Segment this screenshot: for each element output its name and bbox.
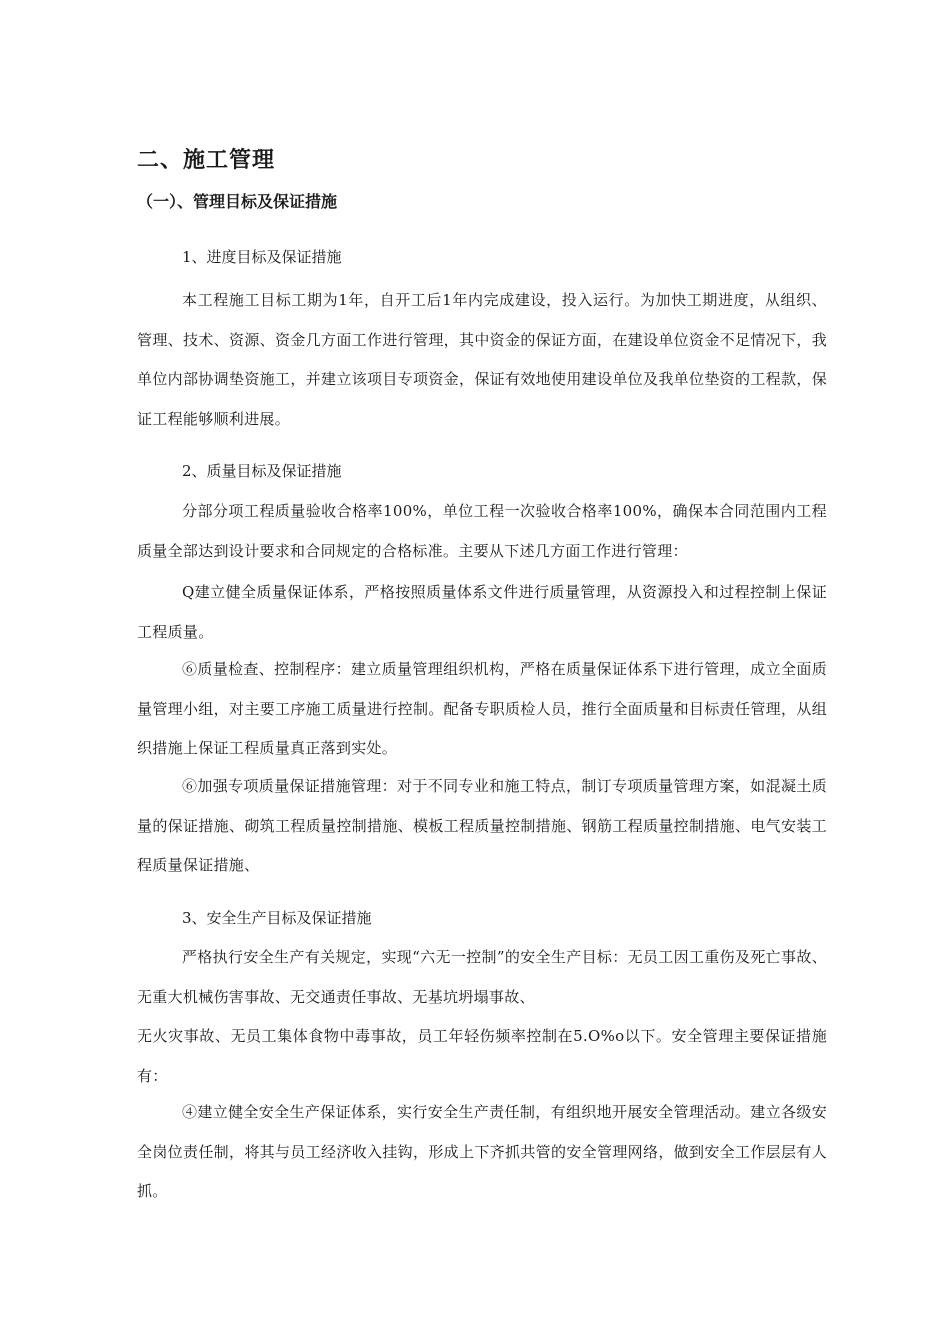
paragraph: ④建立健全安全生产保证体系，实行安全生产责任制，有组织地开展安全管理活动。建立各级安全岗位责任制，将其与员工经济收入挂钩，形成上下齐抓共管的安全管理网络，做到安全工作层层有人抓。 (137, 1103, 827, 1200)
section-title-schedule: 1、进度目标及保证措施 (182, 248, 342, 266)
paragraph: Q建立健全质量保证体系，严格按照质量体系文件进行质量管理，从资源投入和过程控制上保证工程质量。 (137, 583, 827, 641)
paragraph: 本工程施工目标工期为1年，自开工后1年内完成建设，投入运行。为加快工期进度，从组织、管理、技术、资源、资金几方面工作进行管理，其中资金的保证方面，在建设单位资金不足情况下，我单位内部协调垫资施工，并建立该项目专项资金，保证有效地使用建设单位及我单位垫资的工程款，保证工程能够顺利进展。 (137, 291, 827, 428)
section-title-safety: 3、安全生产目标及保证措施 (182, 909, 372, 927)
paragraph: 严格执行安全生产有关规定，实现“六无一控制”的安全生产目标：无员工因工重伤及死亡事故、无重大机械伤害事故、无交通责任事故、无基坑坍塌事故、 (137, 948, 827, 1006)
paragraph: ⑥加强专项质量保证措施管理：对于不同专业和施工特点，制订专项质量管理方案，如混凝土质量的保证措施、砌筑工程质量控制措施、模板工程质量控制措施、钢筋工程质量控制措施、电气安装工程质量保证措施、 (137, 777, 827, 874)
paragraph: 无火灾事故、无员工集体食物中毒事故，员工年轻伤频率控制在5.O%o以下。安全管理主要保证措施有： (137, 1027, 827, 1085)
paragraph: 分部分项工程质量验收合格率100%，单位工程一次验收合格率100%，确保本合同范围内工程质量全部达到设计要求和合同规定的合格标准。主要从下述几方面工作进行管理： (137, 502, 827, 560)
paragraph: ⑥质量检查、控制程序：建立质量管理组织机构，严格在质量保证体系下进行管理，成立全面质量管理小组，对主要工序施工质量进行控制。配备专职质检人员，推行全面质量和目标责任管理，从组织措施上保证工程质量真正落到实处。 (137, 660, 827, 757)
subsection-heading: （一）、管理目标及保证措施 (137, 192, 338, 211)
section-title-quality: 2、质量目标及保证措施 (182, 462, 342, 480)
section-heading: 二、施工管理 (137, 148, 276, 173)
